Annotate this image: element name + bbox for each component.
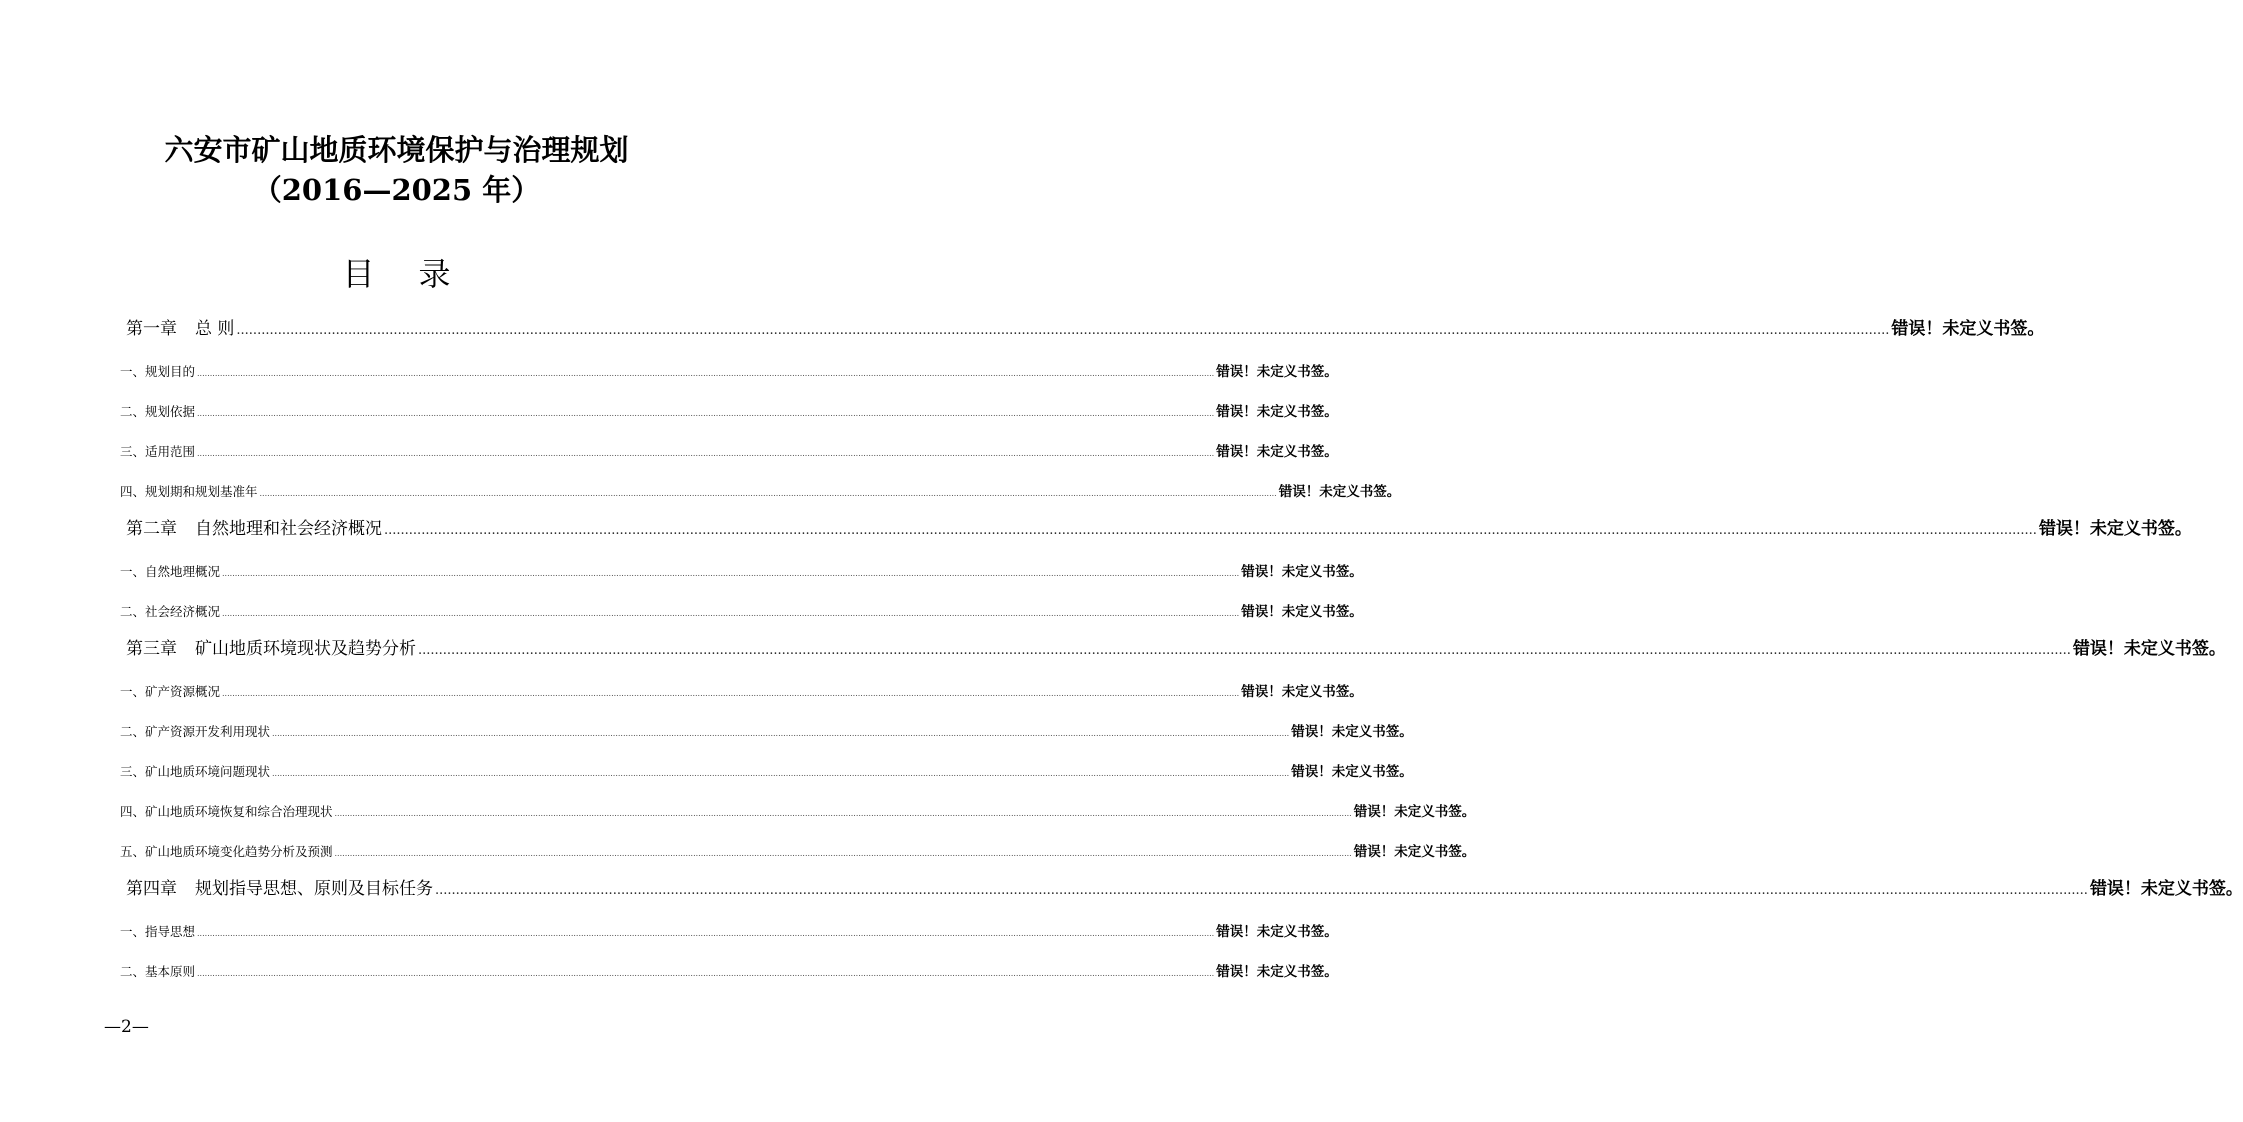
toc-page-reference: 错误！未定义书签。 bbox=[1216, 964, 1338, 980]
toc-chapter-entry[interactable] bbox=[120, 514, 2192, 539]
toc-section-entry[interactable] bbox=[120, 920, 1338, 940]
toc-page-reference: 错误！未定义书签。 bbox=[1891, 319, 2045, 339]
toc-entry-title: 四、规划期和规划基准年 bbox=[120, 484, 258, 499]
toc-leader-dots: ................................................................................................................................................................................................................................................................................................................................................................................................................ bbox=[334, 849, 1352, 858]
toc-page-reference: 错误！未定义书签。 bbox=[1216, 444, 1338, 460]
toc-entry-title: 一、规划目的 bbox=[120, 364, 196, 379]
toc-page-reference: 错误！未定义书签。 bbox=[1216, 924, 1338, 940]
toc-leader-dots: ................................................................................................................................................................................................................................................................................................................................................................................................................ bbox=[384, 523, 2037, 538]
toc-chapter-entry[interactable] bbox=[120, 874, 2243, 899]
toc-page-reference: 错误！未定义书签。 bbox=[1241, 604, 1363, 620]
toc-section-entry[interactable] bbox=[120, 960, 1338, 980]
toc-leader-dots: ................................................................................................................................................................................................................................................................................................................................................................................................................ bbox=[435, 883, 2088, 898]
toc-entry-title: 五、矿山地质环境变化趋势分析及预测 bbox=[120, 844, 333, 859]
toc-leader-dots: ................................................................................................................................................................................................................................................................................................................................................................................................................ bbox=[222, 569, 1240, 578]
toc-leader-dots: ................................................................................................................................................................................................................................................................................................................................................................................................................ bbox=[334, 809, 1352, 818]
toc-page-reference: 错误！未定义书签。 bbox=[1241, 684, 1363, 700]
toc-chapter-title: 总 则 bbox=[195, 319, 235, 339]
toc-section-entry[interactable] bbox=[120, 560, 1363, 580]
toc-page-reference: 错误！未定义书签。 bbox=[1291, 724, 1413, 740]
toc-chapter-number: 第一章 bbox=[126, 319, 177, 339]
toc-entry-title bbox=[120, 514, 382, 539]
toc-heading-right: 录 bbox=[418, 255, 451, 293]
toc-chapter-title: 规划指导思想、原则及目标任务 bbox=[195, 879, 433, 899]
toc-section-entry[interactable] bbox=[120, 600, 1363, 620]
toc-page-reference: 错误！未定义书签。 bbox=[1291, 764, 1413, 780]
toc-leader-dots: ................................................................................................................................................................................................................................................................................................................................................................................................................ bbox=[259, 489, 1277, 498]
toc-page-reference: 错误！未定义书签。 bbox=[2089, 879, 2243, 899]
toc-leader-dots: ................................................................................................................................................................................................................................................................................................................................................................................................................ bbox=[197, 409, 1215, 418]
toc-page-reference: 错误！未定义书签。 bbox=[2072, 639, 2226, 659]
toc-section-entry[interactable] bbox=[120, 440, 1338, 460]
toc-entry-title bbox=[120, 634, 416, 659]
toc-chapter-number: 第三章 bbox=[126, 639, 177, 659]
toc-leader-dots: ................................................................................................................................................................................................................................................................................................................................................................................................................ bbox=[197, 369, 1215, 378]
toc-chapter-entry[interactable] bbox=[120, 634, 2226, 659]
toc-leader-dots: ................................................................................................................................................................................................................................................................................................................................................................................................................ bbox=[197, 969, 1215, 978]
toc-entry-title: 二、矿产资源开发利用现状 bbox=[120, 724, 271, 739]
document-title: 六安市矿山地质环境保护与治理规划 bbox=[164, 133, 629, 167]
toc-entry-title bbox=[120, 874, 433, 899]
toc-leader-dots: ................................................................................................................................................................................................................................................................................................................................................................................................................ bbox=[197, 449, 1215, 458]
page-number: —2— bbox=[104, 1017, 149, 1037]
toc-chapter-title: 自然地理和社会经济概况 bbox=[195, 519, 382, 539]
toc-leader-dots: ................................................................................................................................................................................................................................................................................................................................................................................................................ bbox=[222, 689, 1240, 698]
toc-leader-dots: ................................................................................................................................................................................................................................................................................................................................................................................................................ bbox=[418, 643, 2071, 658]
toc-section-entry[interactable] bbox=[120, 480, 1401, 500]
toc-page-reference: 错误！未定义书签。 bbox=[1278, 484, 1401, 500]
toc-section-entry[interactable] bbox=[120, 360, 1338, 380]
toc-page-reference: 错误！未定义书签。 bbox=[1216, 364, 1338, 380]
document-subtitle-years: （2016—2025 年） bbox=[252, 173, 541, 207]
toc-page-reference: 错误！未定义书签。 bbox=[1241, 564, 1363, 580]
toc-entry-title: 四、矿山地质环境恢复和综合治理现状 bbox=[120, 804, 333, 819]
toc-page-reference: 错误！未定义书签。 bbox=[1216, 404, 1338, 420]
toc-entry-title: 一、自然地理概况 bbox=[120, 564, 221, 579]
toc-heading-left: 目 bbox=[342, 255, 375, 293]
toc-chapter-title: 矿山地质环境现状及趋势分析 bbox=[195, 639, 416, 659]
toc-section-entry[interactable] bbox=[120, 800, 1476, 820]
toc-chapter-number: 第二章 bbox=[126, 519, 177, 539]
toc-section-entry[interactable] bbox=[120, 400, 1338, 420]
toc-leader-dots: ................................................................................................................................................................................................................................................................................................................................................................................................................ bbox=[222, 609, 1240, 618]
toc-leader-dots: ................................................................................................................................................................................................................................................................................................................................................................................................................ bbox=[197, 929, 1215, 938]
toc-entry-title bbox=[120, 314, 234, 339]
toc-entry-title: 一、矿产资源概况 bbox=[120, 684, 221, 699]
toc-entry-title: 一、指导思想 bbox=[120, 924, 196, 939]
toc-chapter-number: 第四章 bbox=[126, 879, 177, 899]
toc-page-reference: 错误！未定义书签。 bbox=[2038, 519, 2192, 539]
toc-entry-title: 二、基本原则 bbox=[120, 964, 196, 979]
toc-leader-dots: ................................................................................................................................................................................................................................................................................................................................................................................................................ bbox=[236, 323, 1890, 338]
toc-chapter-entry[interactable] bbox=[120, 314, 2045, 339]
toc-heading bbox=[0, 249, 793, 295]
toc-page-reference: 错误！未定义书签。 bbox=[1353, 804, 1476, 820]
toc-entry-title: 三、矿山地质环境问题现状 bbox=[120, 764, 271, 779]
toc-entry-title: 三、适用范围 bbox=[120, 444, 196, 459]
toc-section-entry[interactable] bbox=[120, 680, 1363, 700]
toc-page-reference: 错误！未定义书签。 bbox=[1353, 844, 1476, 860]
toc-section-entry[interactable] bbox=[120, 840, 1476, 860]
toc-leader-dots: ................................................................................................................................................................................................................................................................................................................................................................................................................ bbox=[272, 769, 1290, 778]
toc-entry-title: 二、社会经济概况 bbox=[120, 604, 221, 619]
toc-entry-title: 二、规划依据 bbox=[120, 404, 196, 419]
toc-leader-dots: ................................................................................................................................................................................................................................................................................................................................................................................................................ bbox=[272, 729, 1290, 738]
toc-section-entry[interactable] bbox=[120, 720, 1413, 740]
toc-section-entry[interactable] bbox=[120, 760, 1413, 780]
